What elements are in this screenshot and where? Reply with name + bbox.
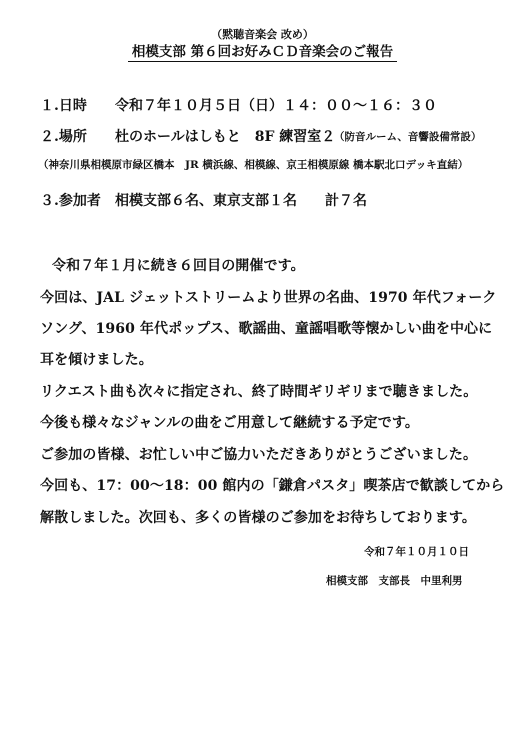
participants-value: 相模支部６名、東京支部１名 計７名 [115,193,367,209]
date-label: １.日時 [40,98,87,114]
body-line-7: ご参加の皆様、お忙しい中ご協力いただきありがとうございました。 [40,447,478,463]
body-line-4: 耳を傾けました。 [40,352,153,368]
place-value: 杜のホールはしもと 8F 練習室２ [115,129,336,145]
place-access: （神奈川県相模原市緑区橋本 JR 横浜線、相模線、京王相模原線 橋本駅北口デッキ直結） [38,159,469,171]
document-subtitle: （黙聴音楽会 改め） [211,28,314,41]
body-line-9: 解散しました。次回も、多くの皆様のご参加をお待ちしております。 [40,510,476,526]
body-line-8: 今回も、17：00〜18：00 館内の「鎌倉パスタ」喫茶店で歓談してから [40,478,505,494]
place-note: （防音ルーム、音響設備常設） [334,131,482,143]
signature: 相模支部 支部長 中里利男 [326,575,463,587]
document-title: 相模支部 第６回お好みＣＤ音楽会のご報告 [128,44,397,62]
body-line-3: ソング、1960 年代ポップス、歌謡曲、童謡唱歌等懐かしい曲を中心に [40,321,493,337]
document-title-wrap [0,40,525,60]
body-line-2: 今回は、JAL ジェットストリームより世界の名曲、1970 年代フォーク [40,290,497,306]
place-label: ２.場所 [40,129,87,145]
body-line-5: リクエスト曲も次々に指定され、終了時間ギリギリまで聴きました。 [40,384,478,400]
report-date: 令和７年１０月１０日 [364,546,469,558]
date-value: 令和７年１０月５日（日）１４：００〜１６：３０ [115,98,437,114]
body-line-6: 今後も様々なジャンルの曲をご用意して継続する予定です。 [40,415,419,431]
body-line-1: 令和７年１月に続き６回目の開催です。 [52,258,305,274]
participants-label: ３.参加者 [40,193,101,209]
